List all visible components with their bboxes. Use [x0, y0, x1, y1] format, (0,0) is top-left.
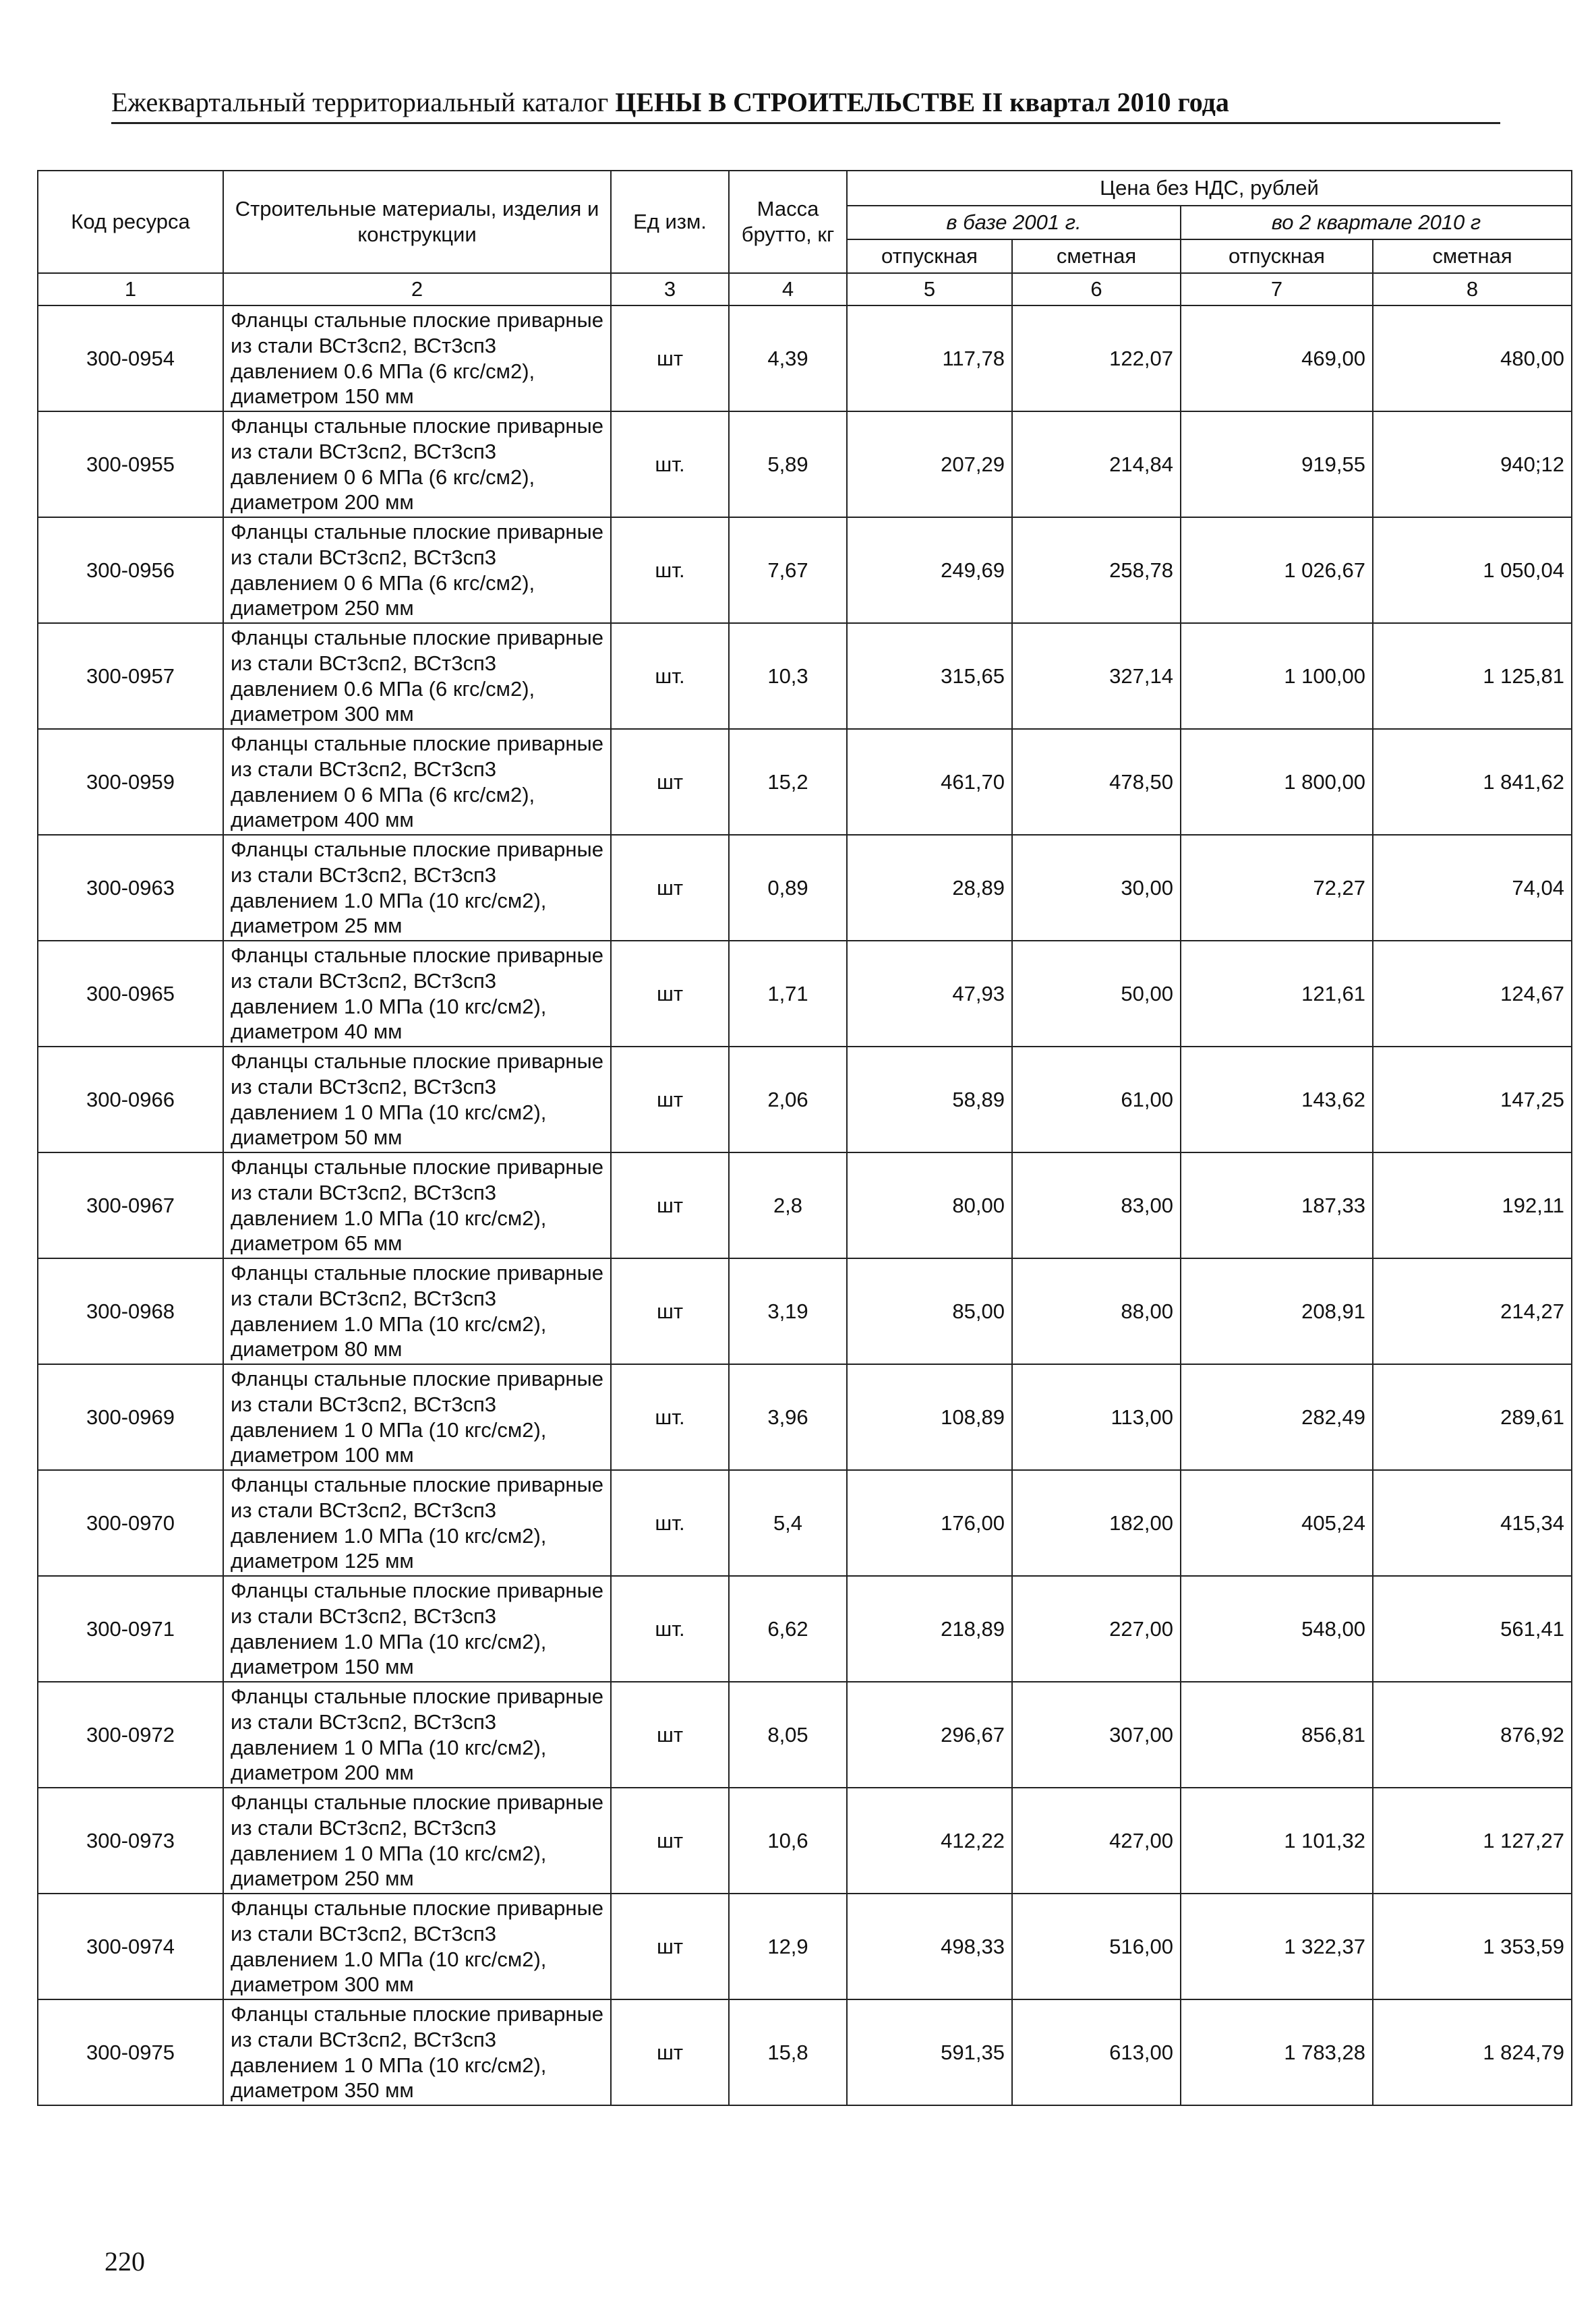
unit: шт — [611, 1894, 729, 1999]
material-name: Фланцы стальные плоские приварные из стали ВСт3сп2, ВСт3сп3 давлением 1 0 МПа (10 кгс/см2), диаметром 350 мм — [223, 1999, 611, 2105]
unit: шт — [611, 1152, 729, 1258]
current-release-price: 282,49 — [1181, 1364, 1373, 1470]
resource-code: 300-0968 — [38, 1258, 223, 1364]
table-row — [38, 1576, 1572, 1682]
header-prefix: Ежеквартальный территориальный каталог — [111, 87, 609, 117]
current-estimate-price: 289,61 — [1373, 1364, 1572, 1470]
current-release-price: 548,00 — [1181, 1576, 1373, 1682]
unit: шт — [611, 1258, 729, 1364]
current-estimate-price: 876,92 — [1373, 1682, 1572, 1788]
material-name: Фланцы стальные плоские приварные из стали ВСт3сп2, ВСт3сп3 давлением 1 0 МПа (10 кгс/см2), диаметром 200 мм — [223, 1682, 611, 1788]
resource-code: 300-0969 — [38, 1364, 223, 1470]
col-code-header: Код ресурса — [38, 171, 223, 273]
material-name: Фланцы стальные плоские приварные из стали ВСт3сп2, ВСт3сп3 давлением 1.0 МПа (10 кгс/см2), диаметром 150 мм — [223, 1576, 611, 1682]
current-estimate-price: 1 127,27 — [1373, 1788, 1572, 1894]
material-name: Фланцы стальные плоские приварные из стали ВСт3сп2, ВСт3сп3 давлением 0.6 МПа (6 кгс/см2), диаметром 150 мм — [223, 305, 611, 411]
unit: шт — [611, 729, 729, 835]
base-estimate-price: 113,00 — [1012, 1364, 1181, 1470]
col-unit-header: Ед изм. — [611, 171, 729, 273]
col-name-header: Строительные материалы, изделия и конструкции — [223, 171, 611, 273]
resource-code: 300-0974 — [38, 1894, 223, 1999]
gross-mass: 10,6 — [729, 1788, 847, 1894]
table-row — [38, 305, 1572, 411]
base-estimate-price: 30,00 — [1012, 835, 1181, 941]
current-release-price: 1 783,28 — [1181, 1999, 1373, 2105]
gross-mass: 7,67 — [729, 517, 847, 623]
material-name: Фланцы стальные плоские приварные из стали ВСт3сп2, ВСт3сп3 давлением 1 0 МПа (10 кгс/см2), диаметром 100 мм — [223, 1364, 611, 1470]
current-estimate-price: 214,27 — [1373, 1258, 1572, 1364]
unit: шт — [611, 1999, 729, 2105]
col-mass-header: Масса брутто, кг — [729, 171, 847, 273]
base-estimate-price: 214,84 — [1012, 411, 1181, 517]
base-estimate-price: 478,50 — [1012, 729, 1181, 835]
current-release-price: 1 100,00 — [1181, 623, 1373, 729]
current-estimate-price: 147,25 — [1373, 1047, 1572, 1152]
col-price-header: Цена без НДС, рублей — [847, 171, 1572, 206]
current-estimate-price: 192,11 — [1373, 1152, 1572, 1258]
current-release-price: 187,33 — [1181, 1152, 1373, 1258]
current-release-price: 121,61 — [1181, 941, 1373, 1047]
gross-mass: 3,96 — [729, 1364, 847, 1470]
base-release-price: 47,93 — [847, 941, 1012, 1047]
base-estimate-price: 182,00 — [1012, 1470, 1181, 1576]
base-release-price: 207,29 — [847, 411, 1012, 517]
base-estimate-price: 307,00 — [1012, 1682, 1181, 1788]
unit: шт. — [611, 1470, 729, 1576]
page-header — [111, 86, 1500, 124]
current-release-price: 1 101,32 — [1181, 1788, 1373, 1894]
table-row — [38, 623, 1572, 729]
column-number: 5 — [847, 273, 1012, 305]
base-release-price: 412,22 — [847, 1788, 1012, 1894]
table-row — [38, 1152, 1572, 1258]
gross-mass: 5,4 — [729, 1470, 847, 1576]
col-current-estimate-header: сметная — [1373, 239, 1572, 273]
col-base-estimate-header: сметная — [1012, 239, 1181, 273]
unit: шт. — [611, 411, 729, 517]
column-number: 6 — [1012, 273, 1181, 305]
resource-code: 300-0955 — [38, 411, 223, 517]
base-estimate-price: 50,00 — [1012, 941, 1181, 1047]
material-name: Фланцы стальные плоские приварные из стали ВСт3сп2, ВСт3сп3 давлением 1.0 МПа (10 кгс/см2), диаметром 25 мм — [223, 835, 611, 941]
current-release-price: 143,62 — [1181, 1047, 1373, 1152]
current-estimate-price: 480,00 — [1373, 305, 1572, 411]
current-estimate-price: 940;12 — [1373, 411, 1572, 517]
unit: шт — [611, 305, 729, 411]
resource-code: 300-0966 — [38, 1047, 223, 1152]
base-estimate-price: 227,00 — [1012, 1576, 1181, 1682]
gross-mass: 12,9 — [729, 1894, 847, 1999]
material-name: Фланцы стальные плоские приварные из стали ВСт3сп2, ВСт3сп3 давлением 1.0 МПа (10 кгс/см2), диаметром 125 мм — [223, 1470, 611, 1576]
unit: шт — [611, 1682, 729, 1788]
current-release-price: 208,91 — [1181, 1258, 1373, 1364]
gross-mass: 0,89 — [729, 835, 847, 941]
catalog-period: II квартал 2010 года — [982, 87, 1229, 117]
current-release-price: 856,81 — [1181, 1682, 1373, 1788]
base-estimate-price: 122,07 — [1012, 305, 1181, 411]
base-release-price: 461,70 — [847, 729, 1012, 835]
base-release-price: 296,67 — [847, 1682, 1012, 1788]
material-name: Фланцы стальные плоские приварные из стали ВСт3сп2, ВСт3сп3 давлением 1 0 МПа (10 кгс/см2), диаметром 50 мм — [223, 1047, 611, 1152]
unit: шт — [611, 835, 729, 941]
base-release-price: 80,00 — [847, 1152, 1012, 1258]
column-number: 8 — [1373, 273, 1572, 305]
material-name: Фланцы стальные плоские приварные из стали ВСт3сп2, ВСт3сп3 давлением 1 0 МПа (10 кгс/см2), диаметром 250 мм — [223, 1788, 611, 1894]
current-release-price: 469,00 — [1181, 305, 1373, 411]
current-release-price: 1 322,37 — [1181, 1894, 1373, 1999]
current-release-price: 1 800,00 — [1181, 729, 1373, 835]
gross-mass: 10,3 — [729, 623, 847, 729]
base-release-price: 117,78 — [847, 305, 1012, 411]
current-release-price: 1 026,67 — [1181, 517, 1373, 623]
material-name: Фланцы стальные плоские приварные из стали ВСт3сп2, ВСт3сп3 давлением 1.0 МПа (10 кгс/см2), диаметром 40 мм — [223, 941, 611, 1047]
unit: шт. — [611, 623, 729, 729]
material-name: Фланцы стальные плоские приварные из стали ВСт3сп2, ВСт3сп3 давлением 0 6 МПа (6 кгс/см2), диаметром 400 мм — [223, 729, 611, 835]
column-number: 2 — [223, 273, 611, 305]
page-number: 220 — [105, 2246, 145, 2277]
table-row — [38, 1364, 1572, 1470]
resource-code: 300-0970 — [38, 1470, 223, 1576]
base-estimate-price: 258,78 — [1012, 517, 1181, 623]
base-estimate-price: 327,14 — [1012, 623, 1181, 729]
catalog-title: ЦЕНЫ В СТРОИТЕЛЬСТВЕ — [615, 87, 976, 117]
table-row — [38, 411, 1572, 517]
material-name: Фланцы стальные плоские приварные из стали ВСт3сп2, ВСт3сп3 давлением 0.6 МПа (6 кгс/см2), диаметром 300 мм — [223, 623, 611, 729]
resource-code: 300-0972 — [38, 1682, 223, 1788]
resource-code: 300-0959 — [38, 729, 223, 835]
col-base-release-header: отпускная — [847, 239, 1012, 273]
current-estimate-price: 1 125,81 — [1373, 623, 1572, 729]
column-number-row — [38, 273, 1572, 305]
resource-code: 300-0963 — [38, 835, 223, 941]
gross-mass: 4,39 — [729, 305, 847, 411]
unit: шт — [611, 1788, 729, 1894]
gross-mass: 3,19 — [729, 1258, 847, 1364]
base-release-price: 176,00 — [847, 1470, 1012, 1576]
unit: шт — [611, 941, 729, 1047]
column-number: 7 — [1181, 273, 1373, 305]
base-estimate-price: 88,00 — [1012, 1258, 1181, 1364]
current-estimate-price: 1 824,79 — [1373, 1999, 1572, 2105]
column-number: 4 — [729, 273, 847, 305]
table-row — [38, 1470, 1572, 1576]
unit: шт. — [611, 1364, 729, 1470]
material-name: Фланцы стальные плоские приварные из стали ВСт3сп2, ВСт3сп3 давлением 0 6 МПа (6 кгс/см2), диаметром 250 мм — [223, 517, 611, 623]
material-name: Фланцы стальные плоские приварные из стали ВСт3сп2, ВСт3сп3 давлением 1.0 МПа (10 кгс/см2), диаметром 300 мм — [223, 1894, 611, 1999]
gross-mass: 1,71 — [729, 941, 847, 1047]
unit: шт — [611, 1047, 729, 1152]
gross-mass: 6,62 — [729, 1576, 847, 1682]
gross-mass: 2,06 — [729, 1047, 847, 1152]
header-row-primary — [38, 171, 1572, 206]
resource-code: 300-0957 — [38, 623, 223, 729]
resource-code: 300-0954 — [38, 305, 223, 411]
resource-code: 300-0975 — [38, 1999, 223, 2105]
table-row — [38, 1999, 1572, 2105]
gross-mass: 15,8 — [729, 1999, 847, 2105]
unit: шт. — [611, 517, 729, 623]
unit: шт. — [611, 1576, 729, 1682]
material-name: Фланцы стальные плоские приварные из стали ВСт3сп2, ВСт3сп3 давлением 1.0 МПа (10 кгс/см2), диаметром 65 мм — [223, 1152, 611, 1258]
table-body — [38, 305, 1572, 2105]
current-release-price: 72,27 — [1181, 835, 1373, 941]
column-number: 3 — [611, 273, 729, 305]
resource-code: 300-0973 — [38, 1788, 223, 1894]
table-row — [38, 517, 1572, 623]
resource-code: 300-0967 — [38, 1152, 223, 1258]
current-estimate-price: 124,67 — [1373, 941, 1572, 1047]
gross-mass: 8,05 — [729, 1682, 847, 1788]
base-release-price: 249,69 — [847, 517, 1012, 623]
gross-mass: 15,2 — [729, 729, 847, 835]
base-estimate-price: 516,00 — [1012, 1894, 1181, 1999]
base-release-price: 58,89 — [847, 1047, 1012, 1152]
current-estimate-price: 1 353,59 — [1373, 1894, 1572, 1999]
material-name: Фланцы стальные плоские приварные из стали ВСт3сп2, ВСт3сп3 давлением 0 6 МПа (6 кгс/см2), диаметром 200 мм — [223, 411, 611, 517]
current-estimate-price: 415,34 — [1373, 1470, 1572, 1576]
base-release-price: 108,89 — [847, 1364, 1012, 1470]
base-estimate-price: 427,00 — [1012, 1788, 1181, 1894]
base-release-price: 28,89 — [847, 835, 1012, 941]
base-release-price: 498,33 — [847, 1894, 1012, 1999]
current-release-price: 405,24 — [1181, 1470, 1373, 1576]
base-estimate-price: 613,00 — [1012, 1999, 1181, 2105]
resource-code: 300-0971 — [38, 1576, 223, 1682]
resource-code: 300-0956 — [38, 517, 223, 623]
base-release-price: 85,00 — [847, 1258, 1012, 1364]
current-estimate-price: 1 841,62 — [1373, 729, 1572, 835]
resource-code: 300-0965 — [38, 941, 223, 1047]
column-number: 1 — [38, 273, 223, 305]
base-release-price: 591,35 — [847, 1999, 1012, 2105]
base-estimate-price: 83,00 — [1012, 1152, 1181, 1258]
col-base-header: в базе 2001 г. — [847, 206, 1181, 239]
current-estimate-price: 561,41 — [1373, 1576, 1572, 1682]
gross-mass: 5,89 — [729, 411, 847, 517]
table-row — [38, 941, 1572, 1047]
price-table — [37, 170, 1572, 2106]
base-release-price: 218,89 — [847, 1576, 1012, 1682]
base-estimate-price: 61,00 — [1012, 1047, 1181, 1152]
table-row — [38, 835, 1572, 941]
table-row — [38, 1047, 1572, 1152]
col-current-release-header: отпускная — [1181, 239, 1373, 273]
table-row — [38, 1788, 1572, 1894]
current-estimate-price: 1 050,04 — [1373, 517, 1572, 623]
table-row — [38, 1258, 1572, 1364]
table-row — [38, 729, 1572, 835]
material-name: Фланцы стальные плоские приварные из стали ВСт3сп2, ВСт3сп3 давлением 1.0 МПа (10 кгс/см2), диаметром 80 мм — [223, 1258, 611, 1364]
current-estimate-price: 74,04 — [1373, 835, 1572, 941]
col-current-header: во 2 квартале 2010 г — [1181, 206, 1572, 239]
base-release-price: 315,65 — [847, 623, 1012, 729]
table-row — [38, 1894, 1572, 1999]
gross-mass: 2,8 — [729, 1152, 847, 1258]
table-row — [38, 1682, 1572, 1788]
current-release-price: 919,55 — [1181, 411, 1373, 517]
